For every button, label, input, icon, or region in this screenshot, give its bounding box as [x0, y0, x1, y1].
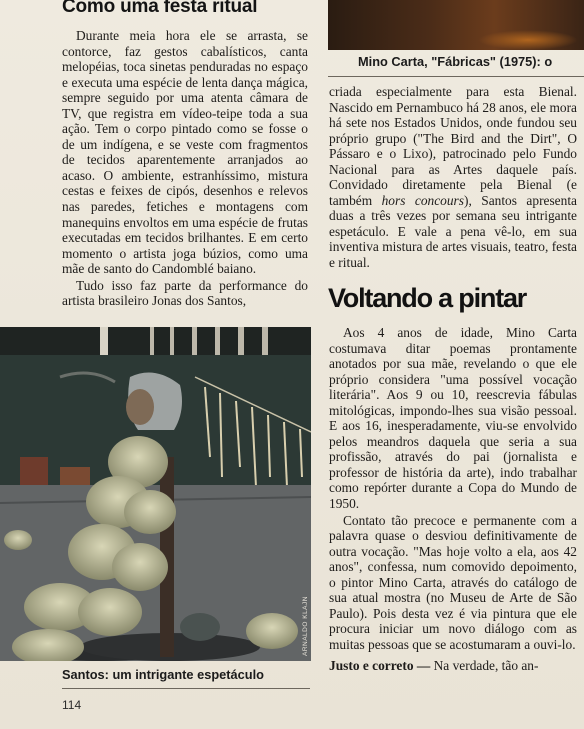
section2-paragraph-1: Aos 4 anos de idade, Mino Carta costumava ditar poemas prontamente anotados por sua mãe, revelando o que ele próprio considera "uma possível vocação literária". Aos 9 ou 10, reescrevia fábulas mitológicas, impondo-lhes sua visão pessoal. E aos 16, inesperadamente, viu-se envolvido pelos meandros daquela que seria a sua profissão, através do pai (jornalista e professor de história da arte), indo trabalhar como repórter durante a Copa do Mundo de 1950. — [329, 325, 577, 512]
section-heading-voltando-a-pintar: Voltando a pintar — [328, 283, 527, 313]
caption-painting: Mino Carta, "Fábricas" (1975): o — [358, 54, 553, 69]
caption-performance: Santos: um intrigante espetáculo — [62, 667, 264, 682]
left-paragraph-2: Tudo isso faz parte da performance do artista brasileiro Jonas dos Santos, — [62, 277, 308, 309]
section2-paragraph-2: Contato tão precoce e permanente com a palavra quase o desviou definitivamente de outra vocação. "Mas hoje volto a ela, aos 42 anos", confessa, num comovido depoimento, o pintor Mino Carta, através do catálogo de sua atual mostra (no Museu de Arte de São Paulo). Pois desta vez é via pintura que ele procura iniciar um novo diálogo com as muitas pessoas que se acostumaram a ouvi-lo. — [329, 512, 577, 652]
subheading-justo-e-correto: Justo e correto — — [329, 658, 431, 674]
continuation-italic-term: hors concours — [381, 192, 464, 208]
right-paragraph-continuation — [329, 84, 577, 271]
section2-last-line — [329, 658, 577, 674]
left-paragraph-1: Durante meia hora ele se arrasta, se contorce, faz gestos cabalísticos, canta melopéias, toca sinetas penduradas no espaço e executa uma espécie de lenta dança mágica, sempre seguido por uma atenta câmara de TV, que registra em vídeo-teipe toda a sua ação. Tem o corpo pintado como se fosse o de um indígena, e se veste com fragmentos de tecidos aparentemente arranjados ao acaso. O ambiente, estranhíssimo, mistura cestas e feixes de cipós, desenhos e relevos nas paredes, fetiches e montagens com manequins envoltos em uma espécie de frutas executadas em tecidos brilhantes. E em certo momento o artista joga búzios, como uma mãe de santo do Candomblé baiano. — [62, 28, 308, 277]
left-column-text — [62, 28, 308, 309]
continuation-text-post: ), Santos apresenta duas a três vezes por semana seu intrigante espetáculo. E vale a pena vê-lo, em sua inventiva mistura de artes visuais, teatro, festa e ritual. — [329, 192, 577, 271]
caption-rule-bottom — [62, 688, 310, 689]
last-line-text: Na verdade, tão an- — [430, 658, 539, 674]
right-column-continuation — [329, 84, 577, 271]
caption-rule-top — [328, 76, 584, 77]
photo-credit: ARNALDO KLAJN — [302, 596, 309, 656]
section-heading-festa-ritual: Como uma festa ritual — [62, 0, 258, 17]
painting-glow — [478, 30, 578, 50]
page-number: 114 — [62, 698, 82, 712]
performance-photo — [0, 327, 311, 661]
painting-photo-fabricas — [328, 0, 584, 50]
right-column-section2 — [329, 325, 577, 674]
performance-photo-illustration — [0, 327, 311, 661]
continuation-text-pre: criada especialmente para esta Bienal. Nascido em Pernambuco há 28 anos, ele mora há sete nos Estados Unidos, onde fundou seu próprio grupo ("The Bird and the Dirt", O Pássaro e o Lixo), patrocinado pelo Fundo Nacional para as Artes daquele país. Convidado diretamente pela Bienal (e também — [329, 84, 577, 208]
